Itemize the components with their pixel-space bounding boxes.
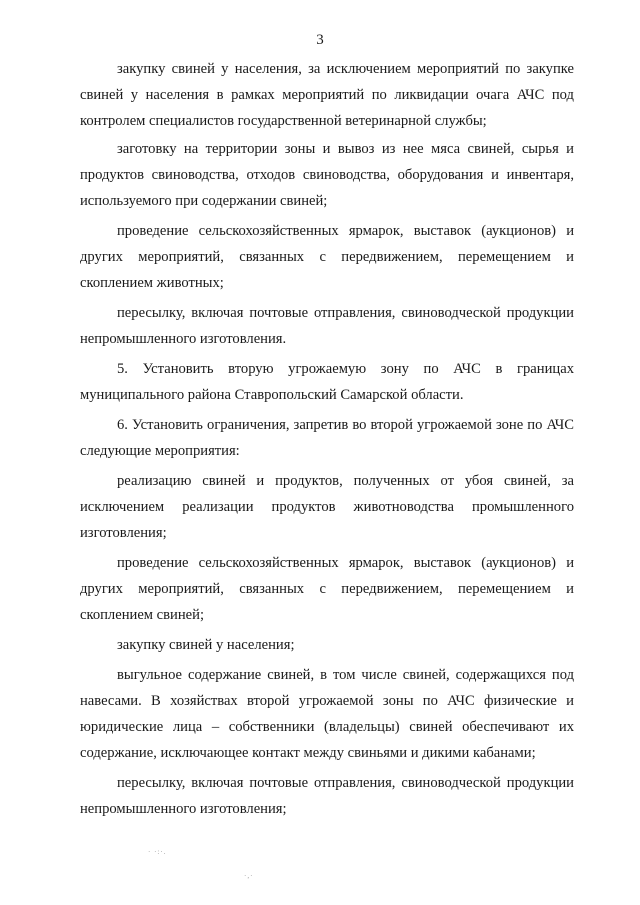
paragraph-fairs-pigs: проведение сельскохозяйственных ярмарок, выставок (аукционов) и других мероприятий, связанных с передвижением, перемещением и скоплением свиней; — [80, 555, 574, 623]
paragraph-purchase-pigs-exception: закупку свиней у населения, за исключением мероприятий по закупке свиней у населения в рамках мероприятий по ликвидации очага АЧС под контролем специалистов государственной ветеринарной службы; — [80, 61, 574, 129]
paragraph-mail-shipment-second-zone: пересылку, включая почтовые отправления, свиноводческой продукции непромышленного изготовления; — [80, 775, 574, 817]
scan-artifact: · ·:·. — [148, 848, 167, 856]
paragraph-sale-of-pigs: реализацию свиней и продуктов, полученных от убоя свиней, за исключением реализации продуктов животноводства промышленного изготовления; — [80, 473, 574, 541]
paragraph-mail-shipment: пересылку, включая почтовые отправления, свиноводческой продукции непромышленного изготовления. — [80, 305, 574, 347]
page-number: 3 — [316, 32, 324, 48]
paragraph-fairs-animals: проведение сельскохозяйственных ярмарок, выставок (аукционов) и других мероприятий, связанных с передвижением, перемещением и скоплением животных; — [80, 223, 574, 291]
paragraph-item-5-second-zone: 5. Установить вторую угрожаемую зону по АЧС в границах муниципального района Ставропольский Самарской области. — [80, 361, 574, 403]
paragraph-purchase-pigs: закупку свиней у населения; — [117, 637, 295, 653]
paragraph-free-range-keeping: выгульное содержание свиней, в том числе свиней, содержащихся под навесами. В хозяйствах второй угрожаемой зоны по АЧС физические и юридические лица – собственники (владельцы) свиней обеспечивают их содержание, исключающее контакт между свиньями и дикими кабанами; — [80, 667, 574, 761]
document-body — [80, 56, 574, 826]
scan-artifact: ·,· — [244, 872, 254, 880]
paragraph-procurement-export: заготовку на территории зоны и вывоз из нее мяса свиней, сырья и продуктов свиноводства, отходов свиноводства, оборудования и инвентаря, используемого при содержании свиней; — [80, 141, 574, 209]
paragraph-item-6-restrictions: 6. Установить ограничения, запретив во второй угрожаемой зоне по АЧС следующие мероприятия: — [80, 417, 574, 459]
